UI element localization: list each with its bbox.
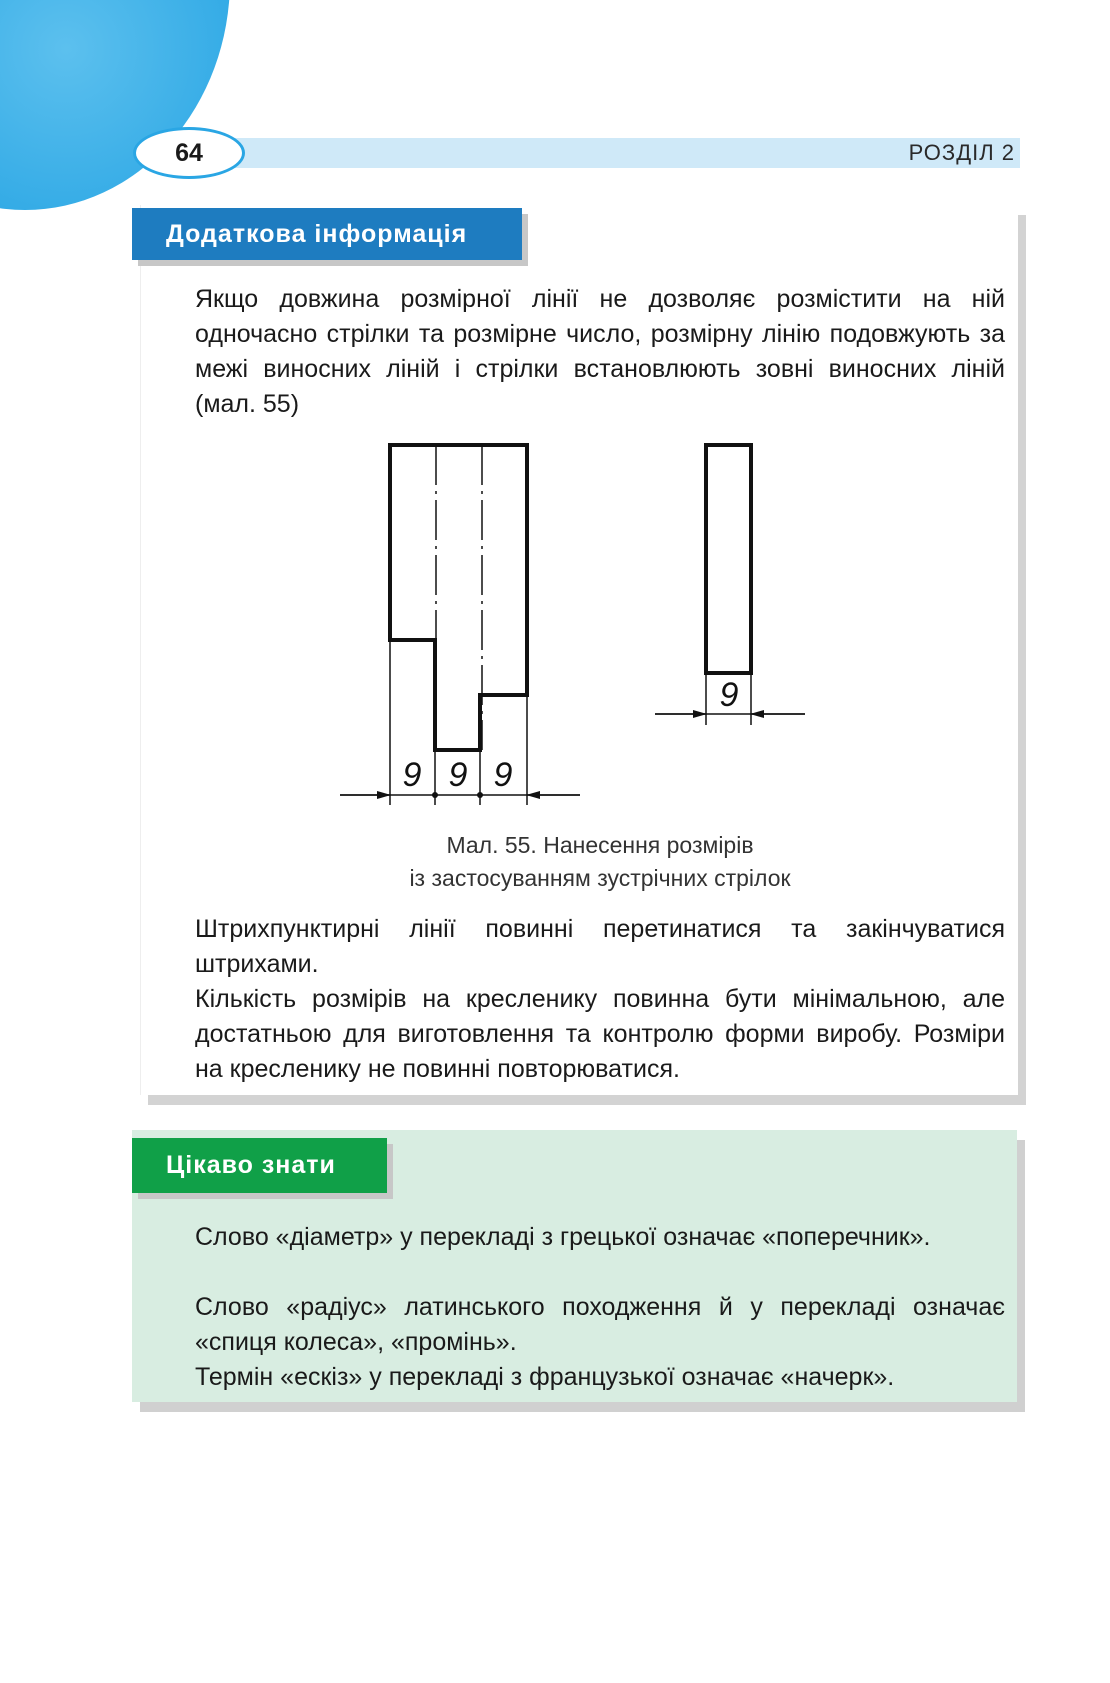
section-label: РОЗДІЛ 2: [908, 140, 1015, 165]
info-paragraph-3: Кількість розмірів на кресленику повинна бути мінімальною, але достатньою для виготовлення та контролю форми виробу. Розміри на кресленику не повинні повторюватися.: [195, 985, 1005, 1083]
left-part-outline: [390, 445, 527, 750]
figure-caption: [300, 829, 900, 895]
info-box-title: Додаткова інформація: [132, 208, 522, 260]
dimension-left-1: 9: [402, 756, 422, 794]
caption-line-1: Мал. 55. Нанесення розмірів: [446, 832, 754, 858]
right-part-outline: [706, 445, 751, 673]
fact-paragraph-3: Термін «ескіз» у перекладі з французької означає «начерк».: [195, 1363, 895, 1391]
figure-55: [330, 430, 850, 820]
dimension-left-2: 9: [448, 756, 468, 794]
caption-line-2: із застосуванням зустрічних стрілок: [409, 865, 791, 891]
fact-paragraph-2: Слово «радіус» латинського походження й у перекладі означає «спиця колеса», «промінь».: [195, 1293, 1005, 1356]
dimension-left-3: 9: [493, 756, 513, 794]
fact-paragraph-1: Слово «діаметр» у перекладі з грецької означає «поперечник».: [195, 1223, 931, 1251]
dimension-right: 9: [719, 676, 739, 714]
dim-dot-2: [477, 792, 483, 798]
page-number: 64: [133, 127, 245, 179]
info-paragraph-2: Штрихпунктирні лінії повинні перетинатися та закінчуватися штрихами.: [195, 915, 1005, 978]
info-paragraph-1: Якщо довжина розмірної лінії не дозволяє розмістити на ній одночасно стрілки та розмірне число, розмірну лінію подовжують за межі виносних ліній і стрілки встановлюють зовні виносних ліній (мал. 55): [195, 285, 1005, 418]
dim-dot-1: [432, 792, 438, 798]
header-band: [200, 138, 1020, 168]
fact-box-title: Цікаво знати: [132, 1138, 387, 1193]
